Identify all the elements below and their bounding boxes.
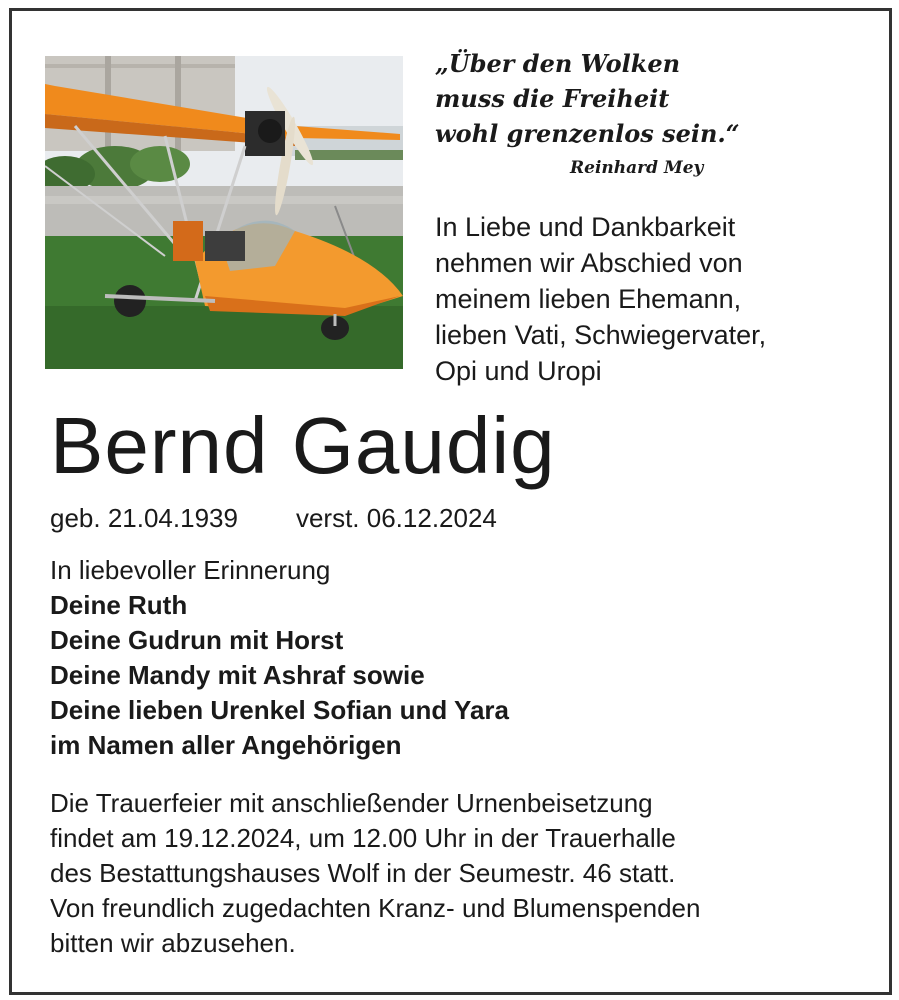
mourner-line: Deine lieben Urenkel Sofian und Yara bbox=[50, 695, 509, 725]
memory-line: In liebevoller Erinnerung bbox=[50, 555, 331, 585]
birth-date: geb. 21.04.1939 bbox=[50, 503, 238, 533]
ultralight-aircraft-photo bbox=[45, 56, 403, 369]
mourner-line: im Namen aller Angehörigen bbox=[50, 730, 402, 760]
mourner-line: Deine Mandy mit Ashraf sowie bbox=[50, 660, 425, 690]
life-dates bbox=[50, 500, 497, 536]
farewell-intro: In Liebe und Dankbarkeit nehmen wir Abschied von meinem lieben Ehemann, lieben Vati, Schwiegervater, Opi und Uropi bbox=[435, 212, 767, 386]
death-date: verst. 06.12.2024 bbox=[295, 503, 497, 533]
quote-author: Reinhard Mey bbox=[570, 158, 704, 178]
deceased-name: Bernd Gaudig bbox=[50, 401, 556, 490]
mourner-line: Deine Ruth bbox=[50, 590, 188, 620]
mourners-list bbox=[50, 588, 509, 763]
funeral-notice: Die Trauerfeier mit anschließender Urnenbeisetzung findet am 19.12.2024, um 12.00 Uhr in der Trauerhalle des Bestattungshauses Wolf in der Seumestr. 46 statt. Von freundlich zugedachten Kranz- und Blumenspenden bitten wir abzusehen. bbox=[50, 788, 701, 958]
memorial-quote: „Über den Wolken muss die Freiheit wohl grenzenlos sein.“ bbox=[435, 49, 740, 148]
mourner-line: Deine Gudrun mit Horst bbox=[50, 625, 344, 655]
